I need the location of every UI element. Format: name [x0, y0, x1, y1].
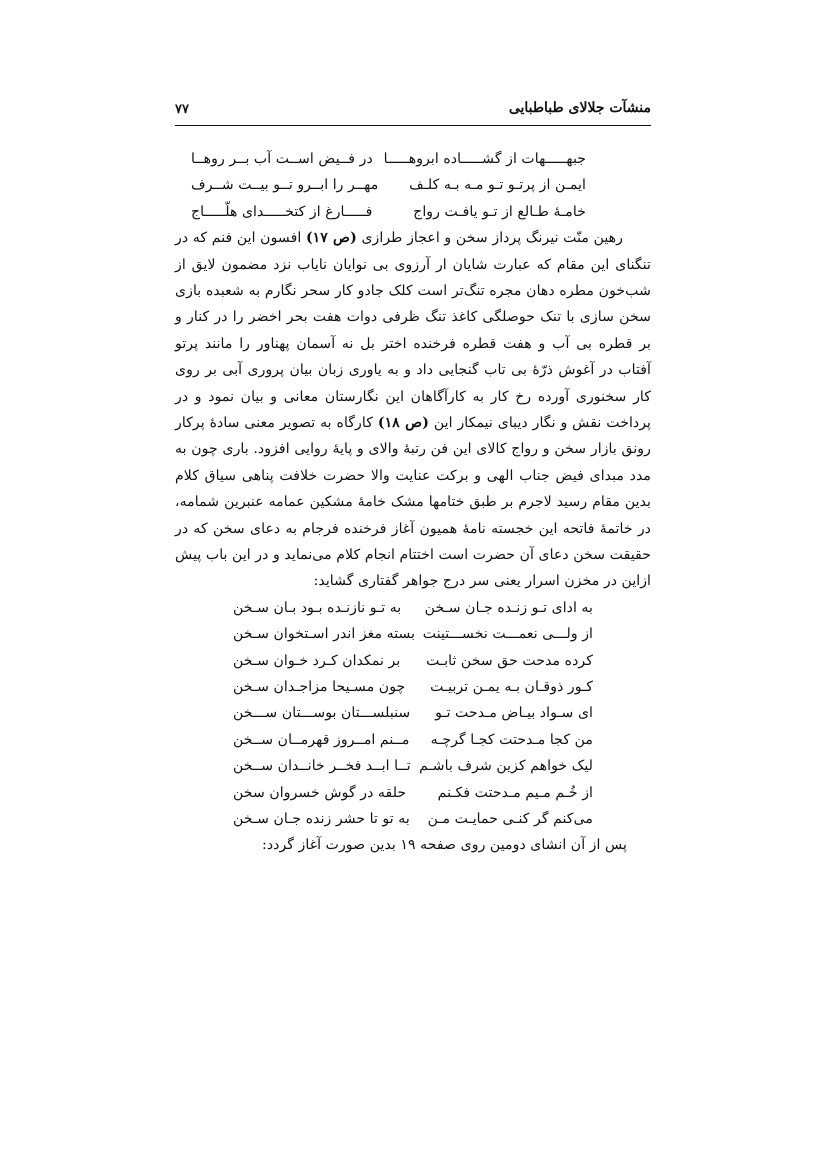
verse-line	[233, 753, 593, 779]
verse-line	[233, 674, 593, 700]
prose-text: رهین منّت نیرنگ پرداز سخن و اعجاز طرازی	[361, 230, 624, 247]
hemistich-second: حلقه در گوش خسروان سخن	[233, 784, 407, 801]
hemistich-second: چون مسـیحا مزاجـدان سـخن	[233, 679, 406, 696]
verse-line	[191, 199, 586, 225]
poem-2	[233, 595, 593, 833]
hemistich-second: بر نمکدان کـرد خـوان سـخن	[233, 652, 401, 669]
hemistich-second: در فــیض اســت آب بــر روهــا	[191, 151, 373, 167]
hemistich-second: به تـو نازنـده بـود بـان سـخن	[233, 599, 402, 616]
page-reference: (ص ۱۷)	[305, 230, 357, 247]
book-title: منشآت جلالای طباطبایی	[508, 100, 651, 116]
hemistich-first: به ادای تـو زنـده جـان سـخن	[424, 599, 593, 616]
verse-line	[233, 595, 593, 621]
verse-line	[233, 621, 593, 647]
hemistich-first: ای سـواد بیـاض مـدحت تـو	[435, 705, 593, 722]
prose-text: کارگاه به تصویر معنی سادهٔ پرکار رونق بازار سخن و رواج کالای این فن رتبهٔ والای و پایهٔ روایی افزود. باری چون به مدد مبدای فیض جناب الهی و برکت عنایت والا حضرت خلافت پناهی سیاق کلام بدین مقام رسید لاجرم بر طبق ختامها مشک خامهٔ مشکین عمامه عنبرین شمامه، در خاتمهٔ فاتحه این خجسته نامهٔ همیون آغاز فرخنده فرجام به دعای سخن که در حقیقت سخن دعای آن حضرت است اختتام انجام کلام می‌نماید و در این باب پیش ازاین در مخزن اسرار یعنی سر درج جواهر گفتاری گشاید:	[175, 415, 651, 590]
hemistich-second: فـــــارغ از کتخـــــدای هلّـــــاج	[191, 203, 373, 220]
verse-line	[233, 780, 593, 806]
verse-line	[233, 648, 593, 674]
hemistich-first: می‌کنم گر کنـی حمایـت مـن	[427, 810, 593, 827]
verse-line	[191, 172, 586, 198]
hemistich-first: کرده مدحت حق سخن ثابـت	[426, 652, 593, 669]
hemistich-second: به تو تا حشر زنده جـان سـخن	[233, 810, 410, 827]
verse-line	[233, 727, 593, 753]
prose-text: افسون این فنم که در تنگنای این مقام که عبارت شایان ار آرزوی بی نوایان نایاب نزد مضمون لایق از شب‌خون مطره دهان مجره تنگ‌تر است کلک جادو کار سحر نگارم به شعبده بازی سخن سازی با تنک حوصلگی کاغذ تنگ ظرفی دوات هفت بحر اخضر را در کنار و بر قطره بی آب و هفت قطره فرخنده اختر بل نه آسمان پهناور را مانند پرتو آفتاب در آغوش ذرّهٔ بی تاب گنجایی داد و به یاوری زبان بیان پروری آبی بر روی کار سخنوری آورده رخ کار به کارآگاهان این نگارستان معانی و بیان نمود و در پرداخت نقش و نگار دیبای نیمکار این	[175, 230, 651, 432]
verse-line	[233, 806, 593, 832]
page-body	[175, 146, 651, 859]
prose-paragraph	[175, 225, 651, 595]
closing-line: پس از آن انشای دومین روی صفحه ۱۹ بدین صورت آغاز گردد:	[262, 837, 627, 854]
hemistich-first: من کجا مـدحتت کجـا گرچـه	[430, 731, 593, 748]
hemistich-first: کـور ذوقـان بـه یمـن تربیـت	[430, 679, 593, 696]
hemistich-first: لیک خواهم کزین شرف باشـم	[419, 758, 593, 775]
page-number: ۷۷	[175, 102, 189, 117]
hemistich-first: جبهـــــهات از گشـــــاده ابروهـــــا	[383, 151, 586, 167]
hemistich-second: مهــر را ابــرو تــو بیــت شــرف	[191, 177, 379, 194]
hemistich-second: مــنم امــروز قهرمــان ســخن	[233, 731, 410, 748]
header-divider	[175, 125, 651, 126]
hemistich-second: تــا ابــد فخــر خانــدان ســخن	[233, 758, 411, 775]
verse-line	[233, 700, 593, 726]
verse-line	[191, 146, 586, 172]
poem-1	[191, 146, 586, 225]
hemistich-second: سنبلســـتان بوســـتان ســـخن	[233, 705, 411, 722]
hemistich-second: بسته مغز اندر اسـتخوان سـخن	[233, 626, 416, 643]
running-head	[175, 100, 651, 122]
page-reference: (ص ۱۸)	[377, 415, 429, 432]
hemistich-first: از خُـم مـیم مـدحتت فکـنم	[437, 784, 593, 801]
hemistich-first: خامـهٔ طـالع از تـو یافـت رواج	[413, 203, 586, 220]
hemistich-first: ایمـن از پرتـو تـو مـه بـه کلـف	[409, 177, 586, 194]
hemistich-first: از ولـــی نعمـــت نخســـتینت	[422, 626, 593, 643]
